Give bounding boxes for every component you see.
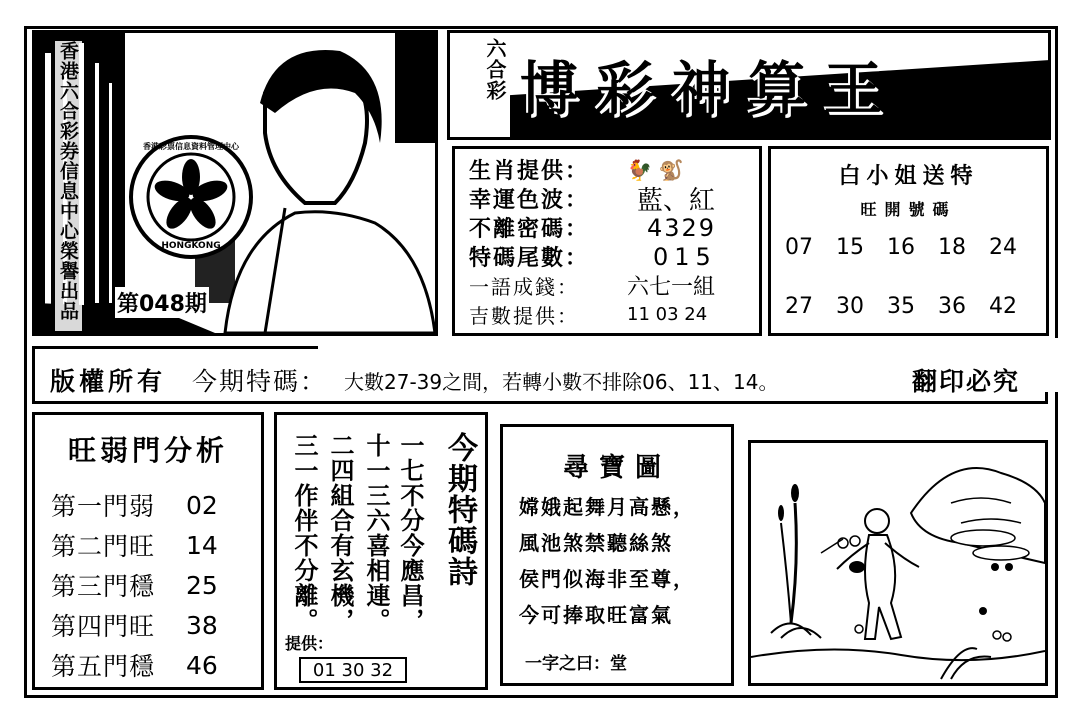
number-cell: 07: [785, 235, 813, 260]
info-row-color: [469, 184, 745, 216]
riddle-line: 風池煞禁聽絲煞: [519, 531, 673, 555]
scene-illustration: [751, 443, 1045, 683]
riddle-line: 侯門似海非至尊，: [519, 567, 695, 591]
number-cell: 42: [989, 294, 1017, 319]
door-value: 46: [186, 650, 218, 680]
door-row: [35, 645, 261, 685]
riddle-footer: 一字之曰：堂: [525, 654, 627, 674]
info-label: 不離密碼：: [469, 217, 590, 242]
info-value: 4329: [647, 213, 717, 242]
numbers-title: 白小姐送特: [838, 164, 979, 189]
title-side-text: 六合彩: [483, 38, 507, 101]
number-cell: 24: [989, 235, 1017, 260]
door-value: 02: [186, 490, 218, 520]
info-value: 藍、紅: [637, 186, 716, 216]
info-label: 幸運色波：: [469, 188, 590, 213]
info-value: 六七一組: [627, 275, 716, 300]
door-row: [35, 525, 261, 565]
door-label: 第三門穩: [51, 572, 156, 601]
door-value: 38: [186, 610, 218, 640]
info-label: 吉數提供：: [469, 304, 579, 328]
riddle-title: 尋寶圖: [562, 453, 671, 483]
numbers-grid: [785, 235, 1040, 319]
zodiac-icons: 🐓 🐒: [627, 157, 684, 182]
door-row: [35, 605, 261, 645]
info-value: 11 03 24: [627, 304, 708, 325]
poem-column: 十一三六喜相連。: [362, 433, 390, 633]
door-label: 第二門旺: [51, 532, 156, 561]
riddle-box: [500, 424, 734, 686]
door-label: 第一門弱: [51, 492, 156, 521]
door-analysis-box: [32, 412, 264, 690]
number-cell: 15: [836, 235, 864, 260]
numbers-panel: [768, 146, 1049, 336]
number-cell: 36: [938, 294, 966, 319]
door-row: [35, 485, 261, 525]
issue-number: 第048期: [115, 287, 209, 318]
info-label: 特碼尾數：: [469, 246, 590, 271]
left-side-text: 香港六合彩券信息中心榮譽出品: [55, 41, 82, 331]
banner-label: 今期特碼：: [192, 367, 328, 396]
door-row: [35, 565, 261, 605]
door-value: 25: [186, 570, 218, 600]
door-label: 第四門旺: [51, 612, 156, 641]
number-cell: 35: [887, 294, 915, 319]
riddle-line: 今可捧取旺富氣: [519, 603, 673, 627]
door-list: [35, 485, 261, 685]
riddle-line: 嫦娥起舞月高懸，: [519, 495, 695, 519]
poem-column: 二四組合有玄機，: [326, 433, 354, 633]
info-label: 生肖提供：: [469, 159, 590, 184]
hongkong-seal: [127, 133, 255, 261]
info-value: 015: [653, 242, 717, 271]
page-title: 博彩神算王: [520, 55, 901, 123]
door-label: 第五門穩: [51, 652, 156, 681]
photo-panel: [32, 30, 438, 336]
number-cell: 30: [836, 294, 864, 319]
info-row-lucky: [469, 300, 745, 329]
seal-text: 香港彩票信息資料管理中心: [143, 142, 239, 151]
poem-column: 三一作伴不分離。: [290, 433, 318, 633]
number-cell: 27: [785, 294, 813, 319]
info-label: 一語成錢：: [469, 275, 579, 299]
monkey-scene: [748, 440, 1048, 686]
numbers-subtitle: 旺開號碼: [860, 200, 957, 219]
door-analysis-title: 旺弱門分析: [67, 434, 228, 467]
provide-numbers: 01 30 32: [299, 657, 407, 683]
info-box: [452, 146, 762, 336]
banner-left-text: 版權所有: [50, 367, 167, 396]
seal-label: HONGKONG: [161, 241, 221, 251]
number-cell: 18: [938, 235, 966, 260]
door-value: 14: [186, 530, 218, 560]
number-cell: 16: [887, 235, 915, 260]
poem-side-title: 今期特碼詩: [442, 432, 477, 587]
info-row-code: [469, 213, 745, 242]
poem-column: 一七不分今應昌，: [396, 433, 424, 633]
banner-text: 大數27-39之間，若轉小數不排除06、11、14。: [344, 370, 779, 394]
provide-label: 提供：: [285, 634, 334, 653]
info-row-tail: [469, 242, 745, 271]
info-row-phrase: [469, 271, 745, 300]
banner-right-text: 翻印必究: [912, 367, 1021, 396]
